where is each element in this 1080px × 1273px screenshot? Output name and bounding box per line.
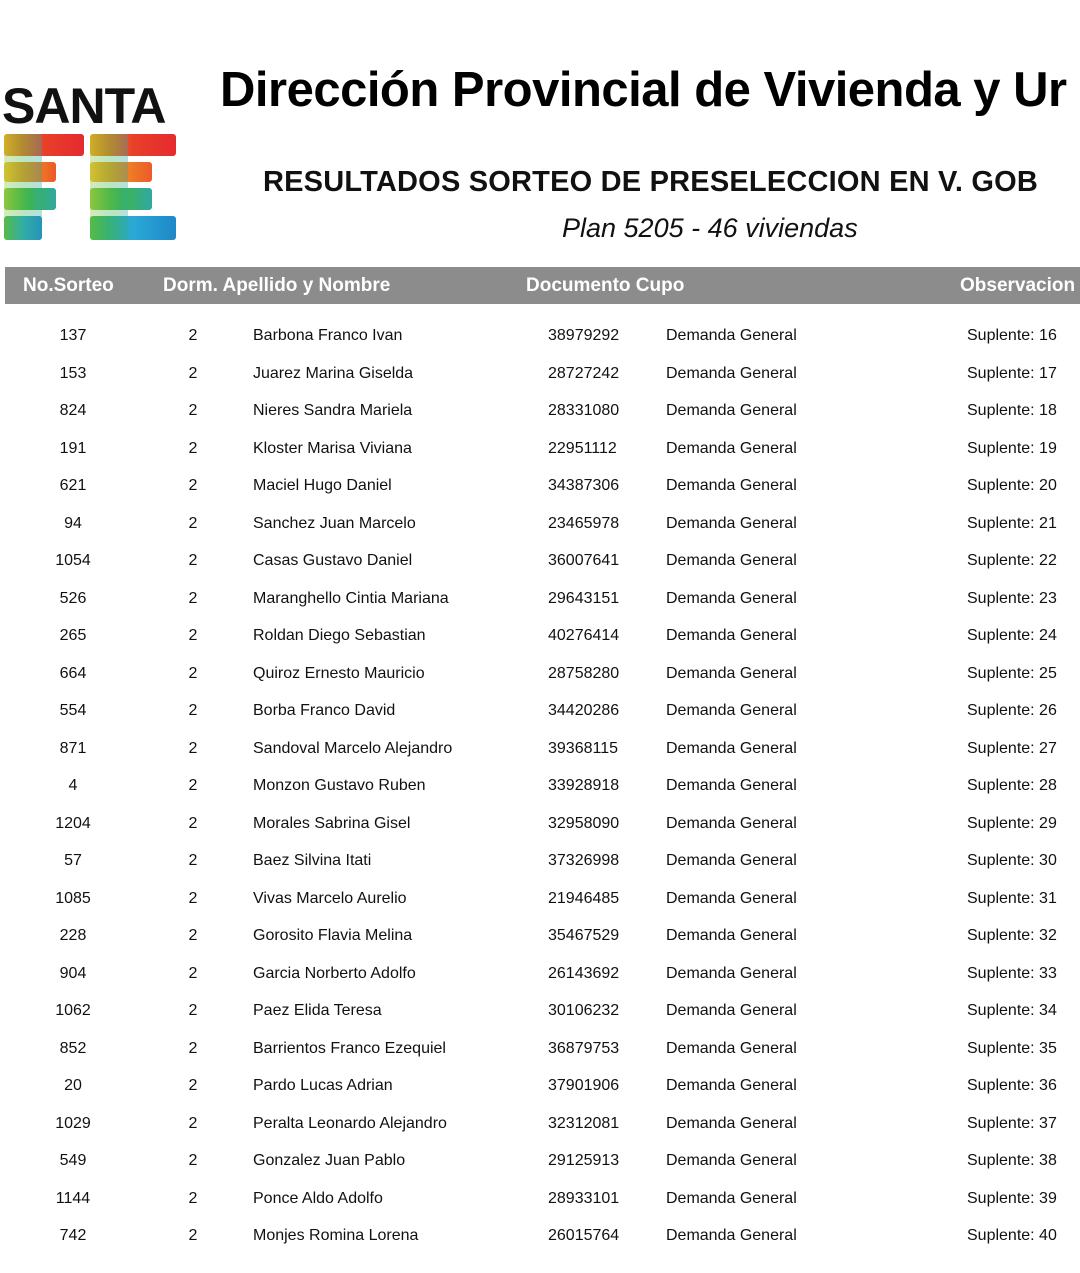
table-row <box>0 542 1080 580</box>
cell-name: Quiroz Ernesto Mauricio <box>253 664 425 682</box>
cell-document: 28331080 <box>548 402 620 419</box>
cell-dorm: 2 <box>188 477 198 494</box>
cell-name: Baez Silvina Itati <box>253 852 372 869</box>
cell-observation: Suplente: 38 <box>967 1152 1057 1169</box>
cell-observation: Suplente: 23 <box>967 589 1057 607</box>
table-row <box>0 842 1080 880</box>
cell-document: 32958090 <box>548 814 620 832</box>
table-row <box>0 992 1080 1030</box>
cell-dorm: 2 <box>188 1039 198 1057</box>
logo-text: SANTA <box>2 78 166 134</box>
table-row <box>0 692 1080 730</box>
cell-cupo: Demanda General <box>666 402 797 419</box>
cell-cupo: Demanda General <box>666 327 797 344</box>
column-header-document-cupo: Documento Cupo <box>526 275 685 296</box>
cell-observation: Suplente: 25 <box>967 664 1057 682</box>
cell-name: Barbona Franco Ivan <box>253 327 403 344</box>
cell-document: 36007641 <box>548 552 620 569</box>
table-row <box>0 580 1080 618</box>
cell-number: 549 <box>59 1152 87 1169</box>
cell-number: 1062 <box>55 1002 91 1019</box>
cell-cupo: Demanda General <box>666 964 797 982</box>
cell-observation: Suplente: 19 <box>967 439 1057 457</box>
cell-cupo: Demanda General <box>666 514 797 532</box>
table-header <box>5 267 1080 304</box>
cell-name: Sandoval Marcelo Alejandro <box>253 739 453 757</box>
cell-name: Gonzalez Juan Pablo <box>253 1152 406 1169</box>
cell-number: 742 <box>59 1227 87 1244</box>
cell-cupo: Demanda General <box>666 889 797 907</box>
cell-observation: Suplente: 17 <box>967 364 1057 382</box>
table-row <box>0 880 1080 918</box>
cell-dorm: 2 <box>188 739 198 757</box>
cell-document: 38979292 <box>548 327 620 344</box>
cell-observation: Suplente: 20 <box>967 477 1057 494</box>
cell-name: Vivas Marcelo Aurelio <box>253 889 407 907</box>
cell-document: 22951112 <box>548 439 617 457</box>
cell-document: 35467529 <box>548 927 620 944</box>
cell-document: 26143692 <box>548 964 620 982</box>
cell-document: 29643151 <box>548 589 620 607</box>
document-title: RESULTADOS SORTEO DE PRESELECCION EN V. GOB <box>263 166 1039 198</box>
cell-document: 23465978 <box>548 514 620 532</box>
cell-name: Nieres Sandra Mariela <box>253 402 413 419</box>
cell-observation: Suplente: 27 <box>967 739 1057 757</box>
cell-observation: Suplente: 36 <box>967 1077 1057 1094</box>
cell-document: 37326998 <box>548 852 620 869</box>
cell-observation: Suplente: 21 <box>967 514 1057 532</box>
cell-dorm: 2 <box>188 1002 198 1019</box>
cell-document: 28933101 <box>548 1189 620 1207</box>
cell-number: 852 <box>59 1039 87 1057</box>
cell-number: 191 <box>59 439 87 457</box>
table-row <box>0 655 1080 693</box>
table-row <box>0 430 1080 468</box>
table-row <box>0 1030 1080 1068</box>
cell-document: 21946485 <box>548 889 620 907</box>
cell-number: 526 <box>59 589 87 607</box>
table-row <box>0 1180 1080 1218</box>
cell-dorm: 2 <box>188 964 198 982</box>
results-table-body <box>0 317 1080 1255</box>
cell-cupo: Demanda General <box>666 439 797 457</box>
table-row <box>0 317 1080 355</box>
cell-document: 29125913 <box>548 1152 620 1169</box>
cell-document: 28727242 <box>548 364 620 382</box>
cell-document: 28758280 <box>548 664 620 682</box>
cell-number: 1144 <box>55 1189 91 1207</box>
cell-dorm: 2 <box>188 1227 198 1244</box>
cell-observation: Suplente: 39 <box>967 1189 1057 1207</box>
cell-number: 57 <box>64 852 82 869</box>
cell-number: 554 <box>59 702 87 719</box>
cell-cupo: Demanda General <box>666 627 797 644</box>
organization-title: Dirección Provincial de Vivienda y Ur <box>220 63 1067 117</box>
cell-dorm: 2 <box>188 327 198 344</box>
cell-dorm: 2 <box>188 402 198 419</box>
cell-dorm: 2 <box>188 589 198 607</box>
cell-number: 137 <box>59 327 87 344</box>
cell-cupo: Demanda General <box>666 552 797 569</box>
cell-number: 1085 <box>55 889 91 907</box>
cell-observation: Suplente: 32 <box>967 927 1057 944</box>
cell-name: Kloster Marisa Viviana <box>253 439 412 457</box>
cell-observation: Suplente: 29 <box>967 814 1057 832</box>
cell-number: 1054 <box>55 552 91 569</box>
column-header-dorm-name: Dorm. Apellido y Nombre <box>163 275 391 296</box>
cell-number: 904 <box>59 964 87 982</box>
plan-subtitle: Plan 5205 - 46 viviendas <box>562 213 858 243</box>
cell-name: Pardo Lucas Adrian <box>253 1077 393 1094</box>
cell-cupo: Demanda General <box>666 664 797 682</box>
cell-dorm: 2 <box>188 627 198 644</box>
cell-dorm: 2 <box>188 1114 198 1132</box>
cell-document: 33928918 <box>548 777 620 794</box>
cell-dorm: 2 <box>188 927 198 944</box>
cell-document: 40276414 <box>548 627 620 644</box>
cell-observation: Suplente: 26 <box>967 702 1057 719</box>
cell-dorm: 2 <box>188 777 198 794</box>
cell-cupo: Demanda General <box>666 814 797 832</box>
cell-name: Monzon Gustavo Ruben <box>253 777 426 794</box>
cell-cupo: Demanda General <box>666 1077 797 1094</box>
cell-name: Casas Gustavo Daniel <box>253 552 413 569</box>
cell-dorm: 2 <box>188 364 198 382</box>
cell-name: Gorosito Flavia Melina <box>253 927 413 944</box>
cell-observation: Suplente: 33 <box>967 964 1057 982</box>
cell-document: 36879753 <box>548 1039 620 1057</box>
cell-document: 30106232 <box>548 1002 620 1019</box>
table-row <box>0 1142 1080 1180</box>
cell-name: Maranghello Cintia Mariana <box>253 589 449 607</box>
table-row <box>0 505 1080 543</box>
cell-number: 20 <box>64 1077 82 1094</box>
cell-document: 32312081 <box>548 1114 620 1132</box>
table-row <box>0 1067 1080 1105</box>
cell-name: Garcia Norberto Adolfo <box>253 964 416 982</box>
cell-number: 228 <box>59 927 87 944</box>
cell-document: 34387306 <box>548 477 620 494</box>
cell-observation: Suplente: 35 <box>967 1039 1057 1057</box>
cell-observation: Suplente: 31 <box>967 889 1057 907</box>
cell-dorm: 2 <box>188 439 198 457</box>
cell-document: 39368115 <box>548 739 618 757</box>
cell-name: Paez Elida Teresa <box>253 1002 382 1019</box>
table-row <box>0 767 1080 805</box>
cell-dorm: 2 <box>188 702 198 719</box>
column-header-observations: Observacion <box>960 275 1076 296</box>
cell-cupo: Demanda General <box>666 1002 797 1019</box>
cell-name: Peralta Leonardo Alejandro <box>253 1114 447 1132</box>
fe-logo-icon <box>2 132 180 244</box>
table-row <box>0 917 1080 955</box>
cell-dorm: 2 <box>188 1189 198 1207</box>
cell-dorm: 2 <box>188 664 198 682</box>
cell-observation: Suplente: 18 <box>967 402 1057 419</box>
cell-number: 824 <box>59 402 87 419</box>
cell-cupo: Demanda General <box>666 589 797 607</box>
cell-cupo: Demanda General <box>666 739 797 757</box>
table-row <box>0 1105 1080 1143</box>
cell-observation: Suplente: 40 <box>967 1227 1057 1244</box>
cell-name: Morales Sabrina Gisel <box>253 814 411 832</box>
cell-dorm: 2 <box>188 1152 198 1169</box>
cell-name: Maciel Hugo Daniel <box>253 477 392 494</box>
cell-observation: Suplente: 16 <box>967 327 1057 344</box>
santa-fe-logo <box>2 80 180 245</box>
cell-cupo: Demanda General <box>666 927 797 944</box>
cell-number: 1204 <box>55 814 91 832</box>
cell-name: Borba Franco David <box>253 702 396 719</box>
cell-dorm: 2 <box>188 1077 198 1094</box>
cell-dorm: 2 <box>188 514 198 532</box>
cell-name: Monjes Romina Lorena <box>253 1227 419 1244</box>
cell-cupo: Demanda General <box>666 852 797 869</box>
cell-number: 4 <box>68 777 78 794</box>
cell-cupo: Demanda General <box>666 477 797 494</box>
cell-cupo: Demanda General <box>666 702 797 719</box>
cell-number: 265 <box>59 627 87 644</box>
cell-cupo: Demanda General <box>666 777 797 794</box>
cell-cupo: Demanda General <box>666 1114 797 1132</box>
table-row <box>0 467 1080 505</box>
cell-number: 664 <box>59 664 87 682</box>
cell-observation: Suplente: 28 <box>967 777 1057 794</box>
cell-name: Roldan Diego Sebastian <box>253 627 426 644</box>
cell-observation: Suplente: 30 <box>967 852 1057 869</box>
cell-name: Sanchez Juan Marcelo <box>253 514 416 532</box>
table-row <box>0 730 1080 768</box>
cell-observation: Suplente: 37 <box>967 1114 1057 1132</box>
table-row <box>0 355 1080 393</box>
cell-cupo: Demanda General <box>666 1227 797 1244</box>
table-row <box>0 392 1080 430</box>
cell-cupo: Demanda General <box>666 1152 797 1169</box>
cell-dorm: 2 <box>188 552 198 569</box>
cell-name: Barrientos Franco Ezequiel <box>253 1039 446 1057</box>
cell-cupo: Demanda General <box>666 364 797 382</box>
cell-document: 26015764 <box>548 1227 620 1244</box>
cell-name: Ponce Aldo Adolfo <box>253 1189 383 1207</box>
table-row <box>0 805 1080 843</box>
cell-cupo: Demanda General <box>666 1039 797 1057</box>
cell-dorm: 2 <box>188 814 198 832</box>
cell-name: Juarez Marina Giselda <box>253 364 414 382</box>
cell-number: 153 <box>59 364 87 382</box>
cell-observation: Suplente: 34 <box>967 1002 1057 1019</box>
cell-document: 34420286 <box>548 702 620 719</box>
cell-number: 871 <box>59 739 87 757</box>
table-row <box>0 617 1080 655</box>
cell-cupo: Demanda General <box>666 1189 797 1207</box>
table-row <box>0 955 1080 993</box>
cell-dorm: 2 <box>188 852 198 869</box>
cell-number: 94 <box>64 514 82 532</box>
cell-document: 37901906 <box>548 1077 620 1094</box>
cell-observation: Suplente: 24 <box>967 627 1057 644</box>
cell-number: 1029 <box>55 1114 91 1132</box>
cell-observation: Suplente: 22 <box>967 552 1057 569</box>
table-row <box>0 1217 1080 1255</box>
cell-dorm: 2 <box>188 889 198 907</box>
column-header-number: No.Sorteo <box>23 275 114 296</box>
cell-number: 621 <box>59 477 87 494</box>
